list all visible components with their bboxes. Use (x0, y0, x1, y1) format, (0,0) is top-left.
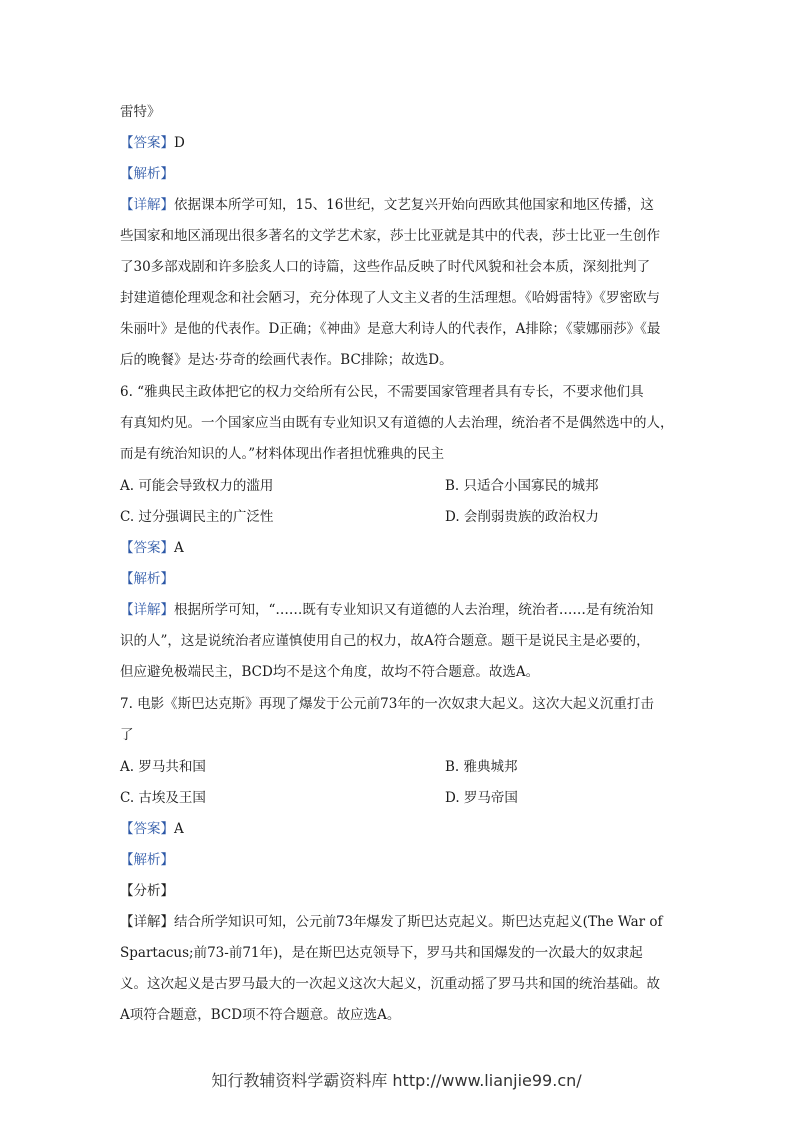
q7-detail-line: Spartacus;前73-前71年)，是在斯巴达克领导下，罗马共和国爆发的一次最大的奴隶起 (120, 945, 643, 961)
q7-detail-line: A项符合题意，BCD项不符合题意。故应选A。 (120, 1007, 401, 1023)
detail-tag: 【详解】 (120, 602, 174, 618)
q6-stem-line: 有真知灼见。一个国家应当由既有专业知识又有道德的人去治理，统治者不是偶然选中的人， (120, 415, 674, 431)
analysis-tag: 【解析】 (120, 852, 174, 868)
q7-detail-line (120, 912, 680, 932)
q7-fenxi-tag (120, 881, 680, 901)
analysis-tag: 【解析】 (120, 571, 174, 587)
q5-analysis-tag (120, 164, 680, 184)
q5-detail-line (120, 195, 680, 215)
q5-detail-line: 朱丽叶》是他的代表作。D正确；《神曲》是意大利诗人的代表作，A排除；《蒙娜丽莎》《最 (120, 321, 661, 337)
q7-options-row (120, 788, 680, 808)
q7-detail-line: 义。这次起义是古罗马最大的一次起义这次大起义，沉重动摇了罗马共和国的统治基础。故 (120, 976, 660, 992)
detail-tag: 【详解】 (120, 197, 174, 213)
q6-detail-line: 但应避免极端民主，BCD均不是这个角度，故均不符合题意。故选A。 (120, 664, 540, 680)
q5-detail-line: 些国家和地区涌现出很多著名的文学艺术家，莎士比亚就是其中的代表，莎士比亚一生创作 (120, 228, 660, 244)
q5-answer (120, 133, 680, 153)
detail-text: 依据课本所学可知，15、16世纪，文艺复兴开始向西欧其他国家和地区传播，这 (174, 197, 654, 213)
q7-option-a: A. 罗马共和国 (120, 759, 206, 775)
q6-stem-line: 而是有统治知识的人。”材料体现出作者担忧雅典的民主 (120, 446, 445, 462)
footer-watermark: 知行教辅资料学霸资料库 http://www.lianjie99.cn/ (211, 1071, 582, 1090)
q7-options-row (120, 757, 680, 777)
q5-detail-line: 封建道德伦理观念和社会陋习，充分体现了人文主义者的生活理想。《哈姆雷特》《罗密欧与 (120, 290, 660, 306)
q7-option-c: C. 古埃及王国 (120, 790, 206, 806)
q6-detail-line: 识的人”，这是说统治者应谨慎使用自己的权力，故A符合题意。题干是说民主是必要的， (120, 633, 650, 649)
q5-detail-line: 后的晚餐》是达·芬奇的绘画代表作。BC排除；故选D。 (120, 352, 453, 368)
answer-tag: 【答案】 (120, 821, 174, 837)
answer-tag: 【答案】 (120, 540, 174, 556)
q6-detail-line (120, 600, 680, 620)
q6-option-a: A. 可能会导致权力的滥用 (120, 478, 274, 494)
q6-answer (120, 538, 680, 558)
q6-option-c: C. 过分强调民主的广泛性 (120, 509, 274, 525)
q7-analysis-tag (120, 850, 680, 870)
detail-text: 结合所学知识可知，公元前73年爆发了斯巴达克起义。斯巴达克起义(The War of (174, 914, 663, 930)
answer-tag: 【答案】 (120, 135, 174, 151)
q6-options-row (120, 476, 680, 496)
q6-stem-line: 6. “雅典民主政体把它的权力交给所有公民，不需要国家管理者具有专长，不要求他们具 (120, 384, 644, 400)
answer-value: A (174, 821, 184, 837)
detail-tag: 【详解】 (120, 914, 174, 930)
analysis-tag: 【解析】 (120, 166, 174, 182)
q6-options-row (120, 507, 680, 527)
q6-option-d: D. 会削弱贵族的政治权力 (445, 509, 599, 525)
continuation-text: 雷特》 (120, 104, 161, 120)
answer-value: A (174, 540, 184, 556)
q7-option-d: D. 罗马帝国 (445, 790, 518, 806)
answer-value: D (174, 135, 185, 151)
fenxi-tag: 【分析】 (120, 883, 174, 899)
q7-option-b: B. 雅典城邦 (445, 759, 518, 775)
q7-stem-line: 7. 电影《斯巴达克斯》再现了爆发于公元前73年的一次奴隶大起义。这次大起义沉重打击 (120, 696, 654, 712)
q6-analysis-tag (120, 569, 680, 589)
detail-text: 根据所学可知，“……既有专业知识又有道德的人去治理，统治者……是有统治知 (174, 602, 654, 618)
q5-detail-line: 了30多部戏剧和许多脍炙人口的诗篇，这些作品反映了时代风貌和社会本质，深刻批判了 (120, 259, 651, 275)
q7-answer (120, 819, 680, 839)
q6-option-b: B. 只适合小国寡民的城邦 (445, 478, 599, 494)
q7-stem-line: 了 (120, 727, 134, 743)
